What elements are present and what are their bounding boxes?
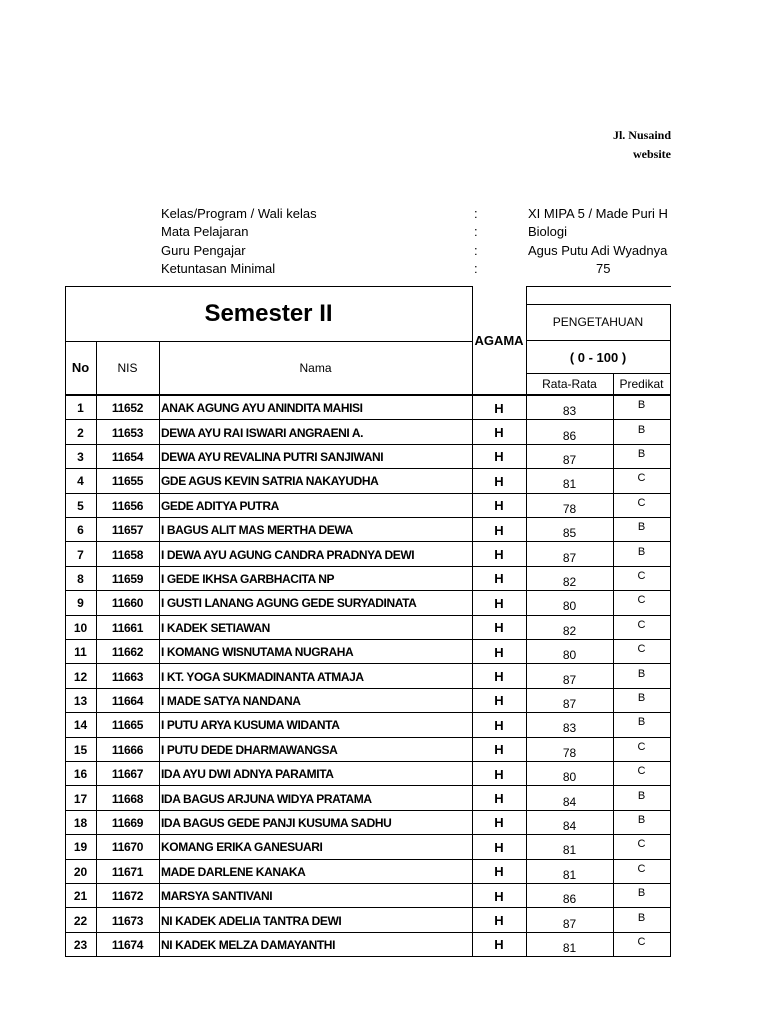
grid-line: [65, 444, 671, 445]
grid-line: [65, 907, 671, 908]
cell-rata: 80: [562, 648, 577, 663]
grid-line: [65, 419, 671, 420]
grid-line: [65, 615, 671, 616]
cell-rata: 84: [562, 794, 577, 809]
cell-nama: I DEWA AYU AGUNG CANDRA PRADNYA DEWI: [161, 547, 415, 562]
cell-nis: 11662: [111, 645, 144, 660]
cell-nama: I KOMANG WISNUTAMA NUGRAHA: [161, 645, 354, 660]
cell-predikat: B: [637, 423, 646, 436]
cell-no: 2: [77, 425, 84, 440]
cell-rata: 78: [562, 501, 577, 516]
cell-nis: 11653: [111, 425, 144, 440]
cell-nama: DEWA AYU REVALINA PUTRI SANJIWANI: [161, 449, 384, 464]
cell-agama: H: [494, 766, 504, 782]
cell-nama: MADE DARLENE KANAKA: [161, 864, 306, 879]
cell-no: 4: [77, 474, 84, 489]
header-range: ( 0 - 100 ): [569, 349, 627, 365]
cell-rata: 82: [562, 623, 577, 638]
cell-rata: 84: [562, 818, 577, 833]
header-predikat: Predikat: [619, 377, 664, 391]
cell-no: 15: [73, 742, 88, 757]
cell-nama: NI KADEK ADELIA TANTRA DEWI: [161, 913, 342, 928]
cell-nis: 11659: [111, 571, 144, 586]
school-address: Jl. Nusaind: [612, 128, 671, 142]
header-agama: AGAMA: [474, 332, 524, 348]
info-label-kelas: Kelas/Program / Wali kelas: [161, 206, 317, 221]
info-sep-kkm: :: [474, 261, 478, 276]
cell-no: 1: [77, 401, 84, 416]
cell-agama: H: [494, 595, 504, 611]
cell-nama: I KADEK SETIAWAN: [161, 620, 270, 635]
grades-table: [65, 286, 671, 958]
cell-nama: I GEDE IKHSA GARBHACITA NP: [161, 571, 335, 586]
school-website: website: [633, 147, 671, 161]
cell-rata: 80: [562, 599, 577, 614]
cell-predikat: B: [637, 447, 646, 460]
cell-nama: ANAK AGUNG AYU ANINDITA MAHISI: [161, 401, 363, 416]
info-value-guru: Agus Putu Adi Wyadnya: [528, 243, 668, 258]
cell-nama: NI KADEK MELZA DAMAYANTHI: [161, 937, 336, 952]
cell-nis: 11661: [111, 620, 144, 635]
header-rata-rata: Rata-Rata: [542, 377, 597, 391]
cell-agama: H: [494, 498, 504, 514]
cell-nama: I KT. YOGA SUKMADINANTA ATMAJA: [161, 669, 364, 684]
grid-line: [65, 956, 671, 957]
cell-predikat: B: [637, 911, 646, 924]
info-value-kkm: 75: [596, 261, 611, 276]
cell-rata: 87: [562, 672, 577, 687]
grid-line: [65, 688, 671, 689]
cell-nis: 11657: [111, 523, 144, 538]
grid-line: [65, 810, 671, 811]
cell-nama: IDA AYU DWI ADNYA PARAMITA: [161, 767, 334, 782]
cell-nis: 11669: [111, 815, 144, 830]
cell-rata: 86: [562, 892, 577, 907]
grid-line: [65, 468, 671, 469]
cell-nis: 11665: [111, 718, 144, 733]
cell-rata: 81: [562, 940, 577, 955]
cell-nama: I MADE SATYA NANDANA: [161, 693, 301, 708]
semester-title: Semester II: [204, 299, 333, 327]
cell-rata: 87: [562, 696, 577, 711]
cell-nis: 11674: [111, 937, 144, 952]
grid-line: [65, 286, 472, 287]
cell-agama: H: [494, 693, 504, 709]
cell-agama: H: [494, 473, 504, 489]
header-nama: Nama: [299, 360, 332, 375]
cell-rata: 80: [562, 770, 577, 785]
cell-agama: H: [494, 449, 504, 465]
cell-no: 18: [73, 815, 88, 830]
cell-nama: DEWA AYU RAI ISWARI ANGRAENI A.: [161, 425, 364, 440]
cell-rata: 83: [562, 404, 577, 419]
cell-predikat: C: [637, 569, 646, 582]
cell-rata: 85: [562, 526, 577, 541]
cell-predikat: C: [637, 594, 646, 607]
cell-no: 13: [73, 693, 88, 708]
header-pengetahuan: PENGETAHUAN: [552, 315, 644, 329]
info-label-kkm: Ketuntasan Minimal: [161, 261, 276, 276]
cell-nis: 11671: [111, 864, 144, 879]
grid-line: [65, 590, 671, 591]
cell-nis: 11663: [111, 669, 144, 684]
cell-no: 20: [73, 864, 88, 879]
cell-nis: 11652: [111, 401, 144, 416]
cell-nama: GDE AGUS KEVIN SATRIA NAKAYUDHA: [161, 474, 379, 489]
cell-rata: 87: [562, 452, 577, 467]
cell-nama: KOMANG ERIKA GANESUARI: [161, 840, 323, 855]
cell-predikat: C: [637, 862, 646, 875]
cell-nis: 11668: [111, 791, 144, 806]
cell-nama: IDA BAGUS ARJUNA WIDYA PRATAMA: [161, 791, 372, 806]
grid-line: [472, 286, 473, 957]
info-sep-kelas: :: [474, 206, 478, 221]
cell-nama: IDA BAGUS GEDE PANJI KUSUMA SADHU: [161, 815, 392, 830]
grid-line: [526, 373, 671, 374]
cell-nis: 11667: [111, 767, 144, 782]
cell-rata: 81: [562, 843, 577, 858]
info-value-kelas: XI MIPA 5 / Made Puri H: [528, 206, 668, 221]
cell-agama: H: [494, 571, 504, 587]
cell-predikat: B: [637, 667, 646, 680]
grid-line: [65, 663, 671, 664]
grid-line: [526, 286, 527, 957]
cell-rata: 87: [562, 916, 577, 931]
cell-no: 6: [77, 523, 84, 538]
cell-predikat: C: [637, 765, 646, 778]
grid-line: [526, 286, 671, 287]
cell-predikat: B: [637, 887, 646, 900]
cell-predikat: C: [637, 838, 646, 851]
cell-nis: 11673: [111, 913, 144, 928]
grid-line: [65, 883, 671, 884]
info-label-mapel: Mata Pelajaran: [161, 224, 249, 239]
cell-agama: H: [494, 400, 504, 416]
grid-line: [65, 785, 671, 786]
grid-line: [65, 834, 671, 835]
cell-no: 9: [77, 596, 84, 611]
cell-predikat: B: [637, 521, 646, 534]
header-nis: NIS: [117, 360, 138, 375]
grid-line: [613, 373, 614, 957]
cell-rata: 78: [562, 745, 577, 760]
info-sep-guru: :: [474, 243, 478, 258]
grid-line: [526, 304, 671, 305]
cell-nama: I PUTU DEDE DHARMAWANGSA: [161, 742, 338, 757]
cell-nama: GEDE ADITYA PUTRA: [161, 498, 279, 513]
cell-predikat: C: [637, 935, 646, 948]
header-no: No: [71, 360, 90, 375]
cell-rata: 81: [562, 477, 577, 492]
cell-no: 21: [73, 889, 88, 904]
grid-line: [159, 341, 160, 957]
cell-no: 19: [73, 840, 88, 855]
cell-agama: H: [494, 620, 504, 636]
cell-predikat: C: [637, 618, 646, 631]
cell-no: 10: [73, 620, 88, 635]
cell-predikat: B: [637, 399, 646, 412]
grid-line: [65, 286, 66, 957]
info-label-guru: Guru Pengajar: [161, 243, 246, 258]
cell-rata: 82: [562, 574, 577, 589]
cell-nis: 11672: [111, 889, 144, 904]
cell-predikat: C: [637, 643, 646, 656]
grid-line: [65, 517, 671, 518]
cell-nis: 11658: [111, 547, 144, 562]
grid-line: [65, 932, 671, 933]
cell-rata: 81: [562, 867, 577, 882]
cell-agama: H: [494, 644, 504, 660]
cell-agama: H: [494, 425, 504, 441]
cell-agama: H: [494, 888, 504, 904]
grid-line: [65, 859, 671, 860]
grid-line: [65, 737, 671, 738]
grid-line: [65, 639, 671, 640]
cell-rata: 86: [562, 428, 577, 443]
cell-no: 16: [73, 767, 88, 782]
cell-nis: 11670: [111, 840, 144, 855]
grid-line: [65, 712, 671, 713]
cell-nis: 11664: [111, 693, 144, 708]
grid-line: [65, 566, 671, 567]
grid-line: [526, 340, 671, 341]
info-value-mapel: Biologi: [528, 224, 568, 239]
cell-predikat: B: [637, 716, 646, 729]
cell-nis: 11656: [111, 498, 144, 513]
cell-agama: H: [494, 815, 504, 831]
grid-line: [670, 304, 671, 957]
cell-predikat: C: [637, 496, 646, 509]
grid-line: [65, 493, 671, 494]
cell-nis: 11655: [111, 474, 144, 489]
cell-nama: I BAGUS ALIT MAS MERTHA DEWA: [161, 523, 353, 538]
cell-predikat: C: [637, 472, 646, 485]
cell-predikat: B: [637, 789, 646, 802]
cell-agama: H: [494, 742, 504, 758]
cell-no: 11: [74, 645, 87, 660]
cell-agama: H: [494, 547, 504, 563]
grid-line: [65, 761, 671, 762]
cell-nama: MARSYA SANTIVANI: [161, 889, 273, 904]
cell-predikat: B: [637, 545, 646, 558]
cell-no: 22: [73, 913, 88, 928]
cell-no: 3: [77, 449, 84, 464]
grid-line: [65, 394, 671, 396]
cell-rata: 87: [562, 550, 577, 565]
cell-agama: H: [494, 791, 504, 807]
cell-no: 17: [73, 791, 88, 806]
cell-no: 8: [77, 571, 84, 586]
cell-nama: I PUTU ARYA KUSUMA WIDANTA: [161, 718, 340, 733]
cell-no: 23: [73, 937, 88, 952]
info-sep-mapel: :: [474, 224, 478, 239]
grid-line: [65, 541, 671, 542]
cell-predikat: C: [637, 740, 646, 753]
cell-predikat: B: [637, 813, 646, 826]
cell-agama: H: [494, 669, 504, 685]
cell-agama: H: [494, 717, 504, 733]
cell-agama: H: [494, 839, 504, 855]
cell-no: 5: [77, 498, 84, 513]
cell-predikat: B: [637, 691, 646, 704]
cell-no: 12: [73, 669, 88, 684]
cell-agama: H: [494, 522, 504, 538]
cell-agama: H: [494, 913, 504, 929]
cell-nis: 11666: [111, 742, 144, 757]
grid-line: [65, 341, 472, 342]
cell-agama: H: [494, 864, 504, 880]
cell-nama: I GUSTI LANANG AGUNG GEDE SURYADINATA: [161, 596, 417, 611]
cell-no: 14: [73, 718, 88, 733]
cell-nis: 11660: [111, 596, 144, 611]
grid-line: [96, 341, 97, 957]
cell-agama: H: [494, 937, 504, 953]
cell-no: 7: [77, 547, 84, 562]
cell-rata: 83: [562, 721, 577, 736]
cell-nis: 11654: [111, 449, 144, 464]
